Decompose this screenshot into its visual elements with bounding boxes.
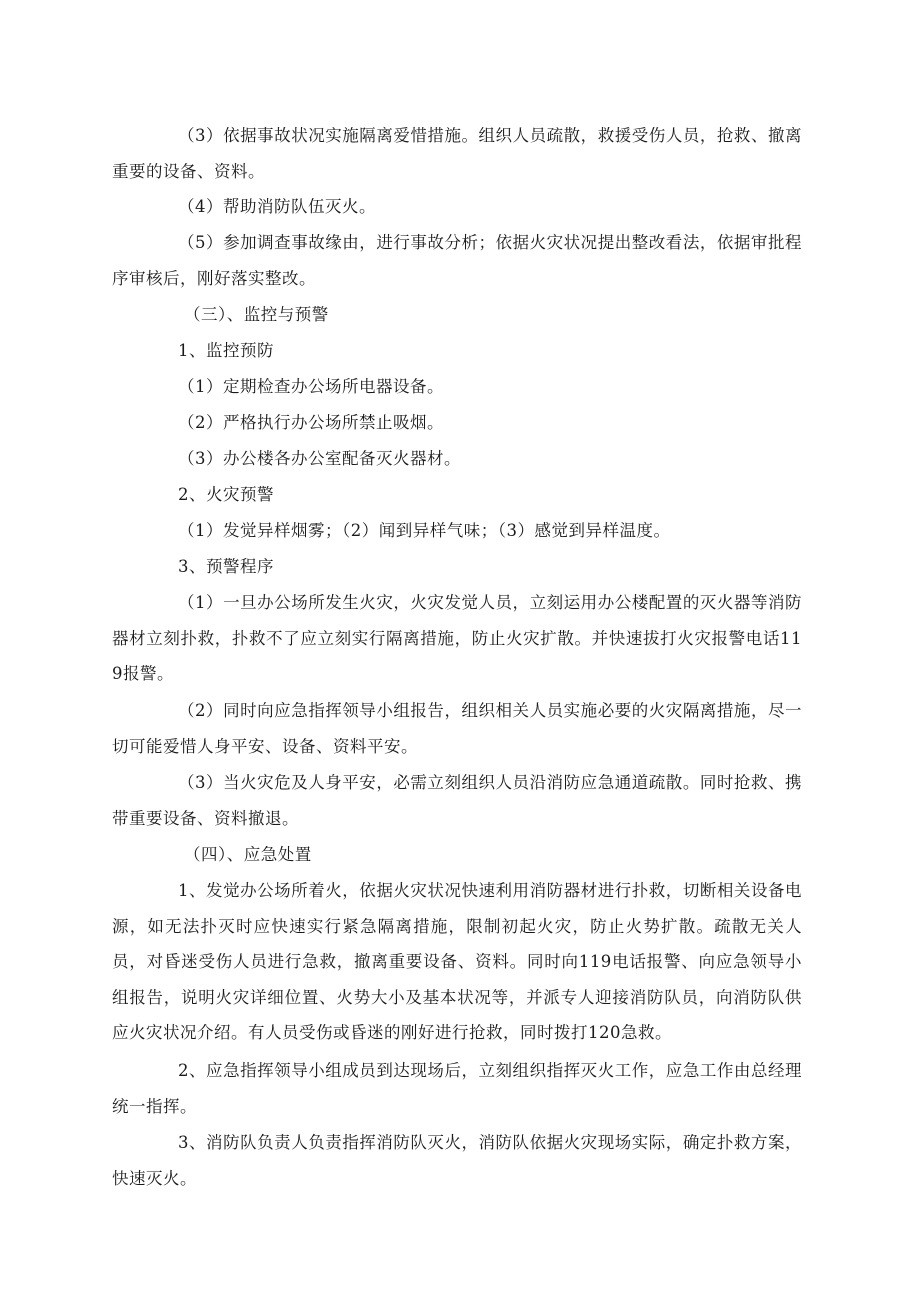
emergency-step-2: 2、应急指挥领导小组成员到达现场后，立刻组织指挥灭火工作，应急工作由总经理统一指挥。 — [112, 1061, 802, 1116]
item-check-electrical: （1）定期检查办公场所电器设备。 — [178, 377, 444, 396]
procedure-step-2: （2）同时向应急指挥领导小组报告，组织相关人员实施必要的火灾隔离措施，尽一切可能爱惜人身平安、设备、资料平安。 — [112, 701, 802, 756]
paragraph-4-assist-firefighters: （4）帮助消防队伍灭火。 — [178, 197, 376, 216]
procedure-step-1: （1）一旦办公场所发生火灾，火灾发觉人员，立刻运用办公楼配置的灭火器等消防器材立刻扑救，扑救不了应立刻实行隔离措施，防止火灾扩散。并快速拔打火灾报警电话119报警。 — [112, 593, 802, 683]
emergency-step-3: 3、消防队负责人负责指挥消防队灭火，消防队依据火灾现场实际，确定扑救方案，快速灭火。 — [112, 1133, 802, 1188]
emergency-step-1: 1、发觉办公场所着火，依据火灾状况快速利用消防器材进行扑救，切断相关设备电源，如无法扑灭时应快速实行紧急隔离措施，限制初起火灾，防止火势扩散。疏散无关人员，对昏迷受伤人员进行急救，撤离重要设备、资料。同时向119电话报警、向应急领导小组报告，说明火灾详细位置、火势大小及基本状况等，并派专人迎接消防队员，向消防队供应火灾状况介绍。有人员受伤或昏迷的刚好进行抢救，同时拨打120急救。 — [112, 881, 802, 1042]
paragraph-3-isolation: （3）依据事故状况实施隔离爱惜措施。组织人员疏散，救援受伤人员，抢救、撤离重要的设备、资料。 — [112, 126, 802, 181]
procedure-step-3: （3）当火灾危及人身平安，必需立刻组织人员沿消防应急通道疏散。同时抢救、携带重要设备、资料撤退。 — [112, 773, 802, 828]
subheading-warning-procedure: 3、预警程序 — [178, 557, 274, 576]
section-heading-monitoring: （三）、监控与预警 — [184, 305, 329, 324]
section-heading-emergency: （四）、应急处置 — [184, 845, 312, 864]
subheading-monitoring-prevention: 1、监控预防 — [178, 341, 274, 360]
item-fire-equipment: （3）办公楼各办公室配备灭火器材。 — [178, 449, 461, 468]
subheading-fire-warning: 2、火灾预警 — [178, 485, 274, 504]
item-warning-signs: （1）发觉异样烟雾；（2）闻到异样气味；（3）感觉到异样温度。 — [178, 521, 671, 540]
paragraph-5-investigation: （5）参加调查事故缘由，进行事故分析；依据火灾状况提出整改看法，依据审批程序审核后，刚好落实整改。 — [112, 233, 802, 288]
item-no-smoking: （2）严格执行办公场所禁止吸烟。 — [178, 413, 444, 432]
